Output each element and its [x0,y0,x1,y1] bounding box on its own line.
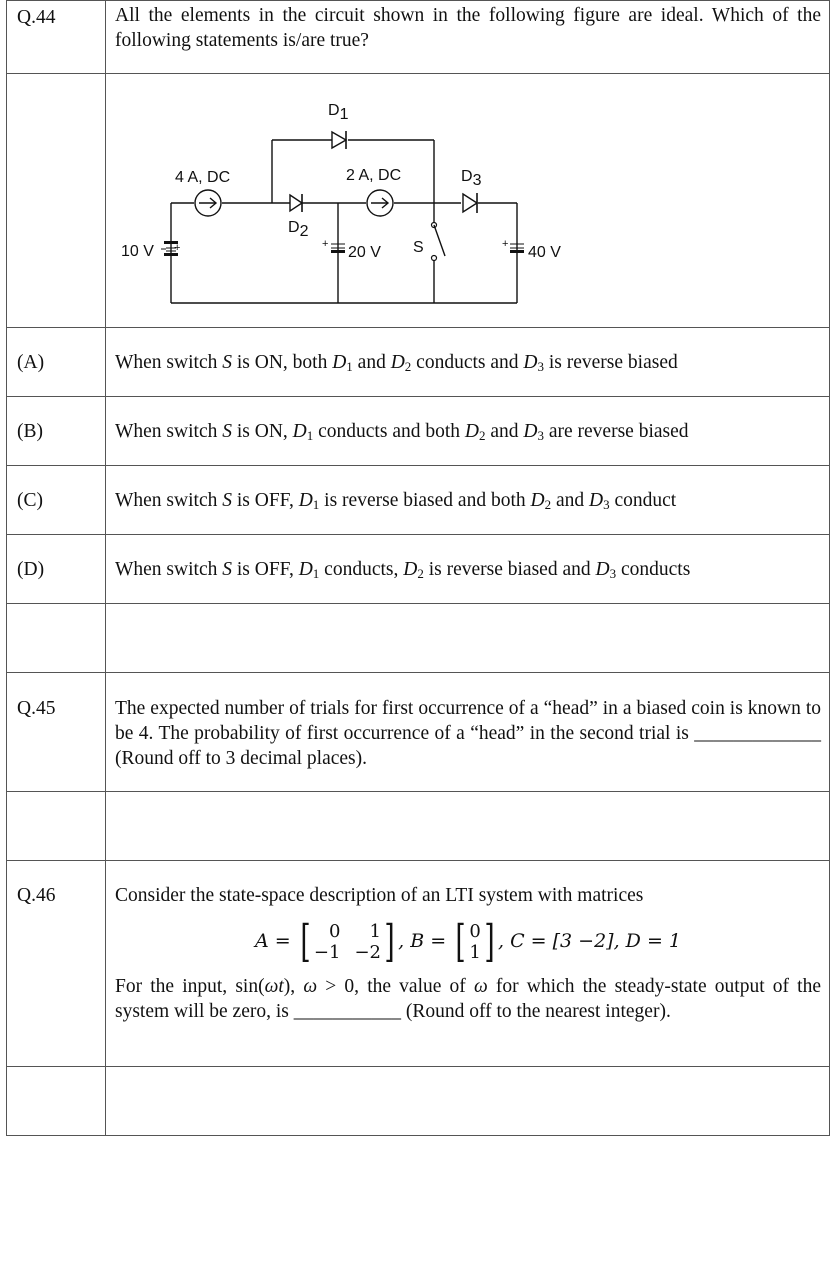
spacer-row [7,792,830,861]
current-source-2a [367,190,393,216]
diode-d1 [332,131,346,149]
source-2a-label: 2 A, DC [346,167,402,184]
switch-s [432,223,446,261]
option-label: (C) [7,466,106,535]
option-row [7,466,830,535]
q44-figure-row [7,74,830,328]
question-text: The expected number of trials for first occurrence of a “head” in a biased coin is known to be 4. The probability of first occurrence of a “head” in the second trial is _____________ (Round off to 3 decimal places). [106,673,830,792]
q46-row [7,861,830,1067]
q44-row [7,1,830,74]
circuit-diagram [106,74,840,326]
plus-sign: + [322,238,329,250]
battery-40v-label: 40 V [528,244,561,261]
question-intro: Consider the state-space description of an LTI system with matrices [115,885,644,906]
switch-label: S [413,239,424,256]
matrix-equation: A = [ 0 1 −1 −2 ] , B = [ 0 1 ] , C = [3 −2], D = 1 [255,916,681,967]
question-number: Q.45 [7,673,106,792]
figure-cell [106,74,830,328]
option-row [7,535,830,604]
plus-sign: + [174,242,181,254]
empty-cell [106,792,830,861]
source-4a-label: 4 A, DC [175,169,231,186]
battery-10v-label: 10 V [121,243,154,260]
question-number: Q.44 [7,1,106,74]
d2-label: D2 [288,219,309,240]
diode-d2 [290,194,302,212]
diode-d3 [463,193,477,213]
battery-20v-label: 20 V [348,244,381,261]
current-source-4a [195,190,221,216]
question-number: Q.46 [7,861,106,1067]
spacer-row [7,604,830,673]
empty-cell [7,604,106,673]
empty-cell [7,74,106,328]
spacer-row [7,1067,830,1136]
d3-label: D3 [461,168,482,189]
q45-row [7,673,830,792]
d1-label: D1 [328,102,349,123]
option-row [7,328,830,397]
option-label: (B) [7,397,106,466]
option-text: When switch S is ON, $D_1$ conducts and both $D_2$ and $D_3$ are reverse biased [106,397,830,466]
option-text: When switch S is OFF, $D_1$ conducts, $D_2$ is reverse biased and $D_3$ conducts [106,535,830,604]
option-text: When switch S is OFF, $D_1$ is reverse biased and both $D_2$ and $D_3$ conduct [106,466,830,535]
option-text: When switch S is ON, both $D_1$ and $D_2$ conducts and $D_3$ is reverse biased [106,328,830,397]
question-text: All the elements in the circuit shown in the following figure are ideal. Which of the following statements is/are true? [106,1,830,74]
question-text: For the input, sin(ωt), ω > 0, the value of ω for which the steady-state output of the system will be zero, is ___________ (Round off to the nearest integer). [115,976,821,1022]
matrix-a: [ 0 1 −1 −2 ] [300,916,395,967]
empty-cell [7,1067,106,1136]
empty-cell [7,792,106,861]
empty-cell [106,1067,830,1136]
empty-cell [106,604,830,673]
question-table [6,0,830,1136]
question-body [106,861,830,1067]
option-label: (D) [7,535,106,604]
option-row [7,397,830,466]
option-label: (A) [7,328,106,397]
matrix-b: [ 0 1 ] [455,916,495,967]
plus-sign: + [502,238,509,250]
